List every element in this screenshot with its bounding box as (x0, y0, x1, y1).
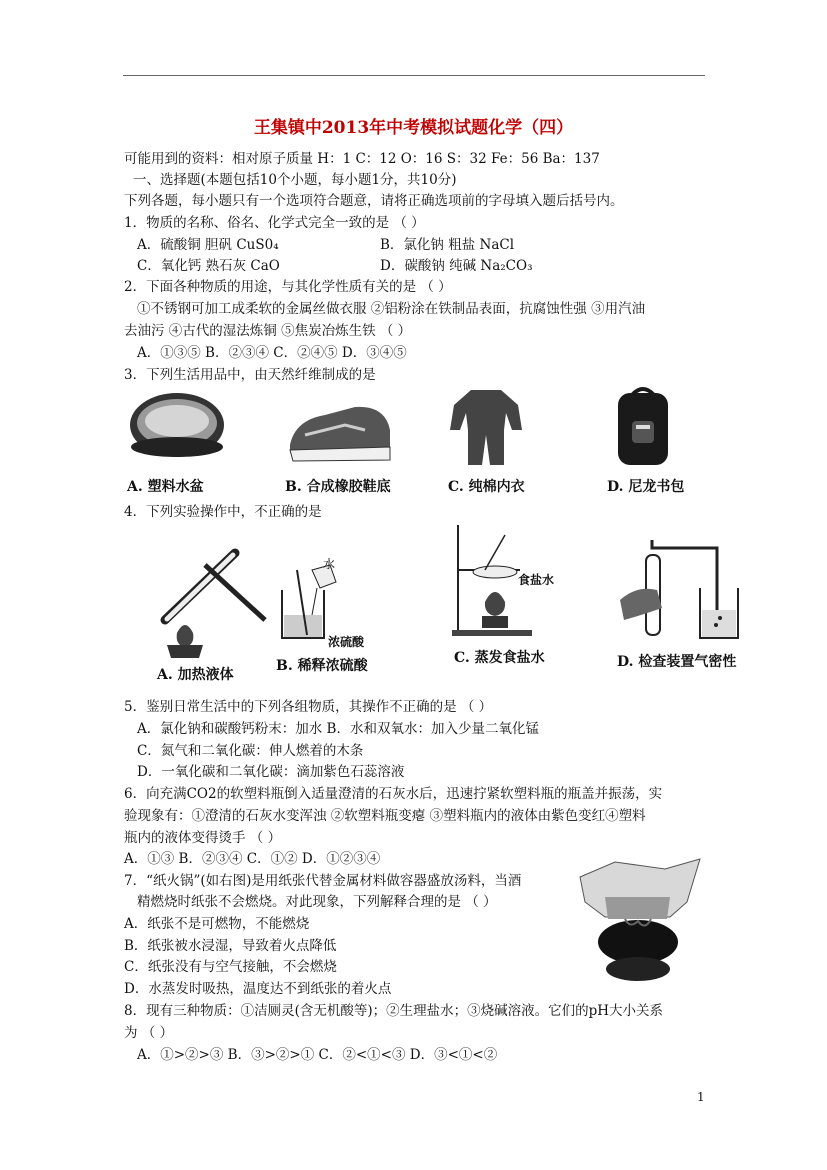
q1-stem: 1．物质的名称、俗名、化学式完全一致的是 （ ） (124, 215, 425, 231)
q7-line2: 精燃烧时纸张不会燃烧。对此现象，下列解释合理的是 （ ） (137, 894, 497, 910)
q4-stem: 4．下列实验操作中，不正确的是 (124, 504, 322, 520)
q6-line2: 验现象有：①澄清的石灰水变浑浊 ②软塑料瓶变瘪 ③塑料瓶内的液体由紫色变红④塑料 (124, 808, 646, 824)
atomic-masses: 可能用到的资料：相对原子质量 H：1 C：12 O：16 S：32 Fe：56 Ba：137 (124, 151, 600, 167)
q8-line1: 8．现有三种物质：①洁厕灵(含无机酸等)；②生理盐水；③烧碱溶液。它们的pH大小关系 (124, 1003, 664, 1019)
q2-options: A．①③⑤ B．②③④ C．②④⑤ D．③④⑤ (137, 345, 407, 361)
nylon-backpack-image (612, 383, 674, 468)
label-conc-acid: 浓硫酸 (328, 635, 365, 649)
heating-liquid-image (155, 545, 270, 660)
q4-caption-b: B. 稀释浓硫酸 (276, 658, 368, 674)
q7-option-c: C．纸张没有与空气接触，不会燃烧 (124, 959, 337, 975)
q2-line2: 去油污 ④古代的湿法炼铜 ⑤焦炭冶炼生铁 （ ） (124, 323, 412, 339)
q5-option-d: D．一氧化碳和二氧化碳：滴加紫色石蕊溶液 (137, 764, 405, 780)
section-heading: 一、选择题(本题包括10个小题，每小题1分，共10分) (133, 172, 457, 188)
label-salt-water: 食盐水 (518, 573, 555, 587)
plastic-basin-image (127, 385, 227, 470)
q1-option-b: B．氯化钠 粗盐 NaCl (380, 237, 515, 253)
q7-line1: 7．“纸火锅”(如右图)是用纸张代替金属材料做容器盛放汤料，当酒 (124, 873, 522, 889)
q7-option-a: A．纸张不是可燃物，不能燃烧 (124, 916, 310, 932)
q5-stem: 5．鉴别日常生活中的下列各组物质，其操作不正确的是 （ ） (124, 699, 493, 715)
q5-options-ab: A．氯化钠和碳酸钙粉末：加水 B．水和双氧水：加入少量二氧化锰 (137, 721, 539, 737)
rubber-shoe-image (285, 395, 395, 470)
q4-caption-d: D. 检查装置气密性 (617, 654, 737, 670)
section-instruction: 下列各题，每小题只有一个选项符合题意，请将正确选项前的字母填入题后括号内。 (124, 193, 624, 209)
q8-options: A．①>②>③ B．③>②>① C．②<①<③ D．③<①<② (137, 1047, 498, 1063)
q7-option-d: D．水蒸发时吸热，温度达不到纸张的着火点 (124, 981, 392, 997)
page-number: 1 (697, 1090, 705, 1104)
q6-line1: 6．向充满CO2的软塑料瓶倒入适量澄清的石灰水后，迅速拧紧软塑料瓶的瓶盖并振荡，实 (124, 786, 663, 802)
q6-line3: 瓶内的液体变得烫手 （ ） (124, 830, 282, 846)
page-title: 王集镇中2013年中考模拟试题化学（四） (253, 118, 574, 138)
label-water: 水 (323, 557, 336, 571)
q1-option-c: C．氧化钙 熟石灰 CaO (137, 258, 280, 274)
cotton-underwear-image (446, 385, 526, 470)
q8-line2: 为 （ ） (124, 1025, 174, 1041)
q5-option-c: C．氮气和二氧化碳：伸人燃着的木条 (137, 743, 364, 759)
q3-caption-c: C. 纯棉内衣 (448, 479, 525, 495)
q1-option-d: D．碳酸钠 纯碱 Na₂CO₃ (380, 258, 533, 274)
q4-caption-a: A. 加热液体 (157, 667, 234, 683)
q3-caption-a: A. 塑料水盆 (127, 479, 204, 495)
q7-option-b: B．纸张被水浸湿，导致着火点降低 (124, 938, 337, 954)
airtightness-check-image (612, 530, 752, 645)
q4-caption-c: C. 蒸发食盐水 (454, 650, 545, 666)
q3-caption-d: D. 尼龙书包 (607, 479, 685, 495)
paper-hotpot-image (575, 857, 705, 987)
q1-option-a: A．硫酸铜 胆矾 CuS0₄ (137, 237, 279, 253)
q3-caption-b: B. 合成橡胶鞋底 (285, 479, 391, 495)
q2-stem: 2．下面各种物质的用途，与其化学性质有关的是 （ ） (124, 279, 452, 295)
q2-line1: ①不锈钢可加工成柔软的金属丝做衣服 ②铝粉涂在铁制品表面，抗腐蚀性强 ③用汽油 (137, 301, 646, 317)
q3-stem: 3．下列生活用品中，由天然纤维制成的是 (124, 367, 376, 383)
q6-options: A．①③ B．②③④ C．①② D．①②③④ (124, 851, 381, 867)
header-rule (123, 75, 705, 76)
